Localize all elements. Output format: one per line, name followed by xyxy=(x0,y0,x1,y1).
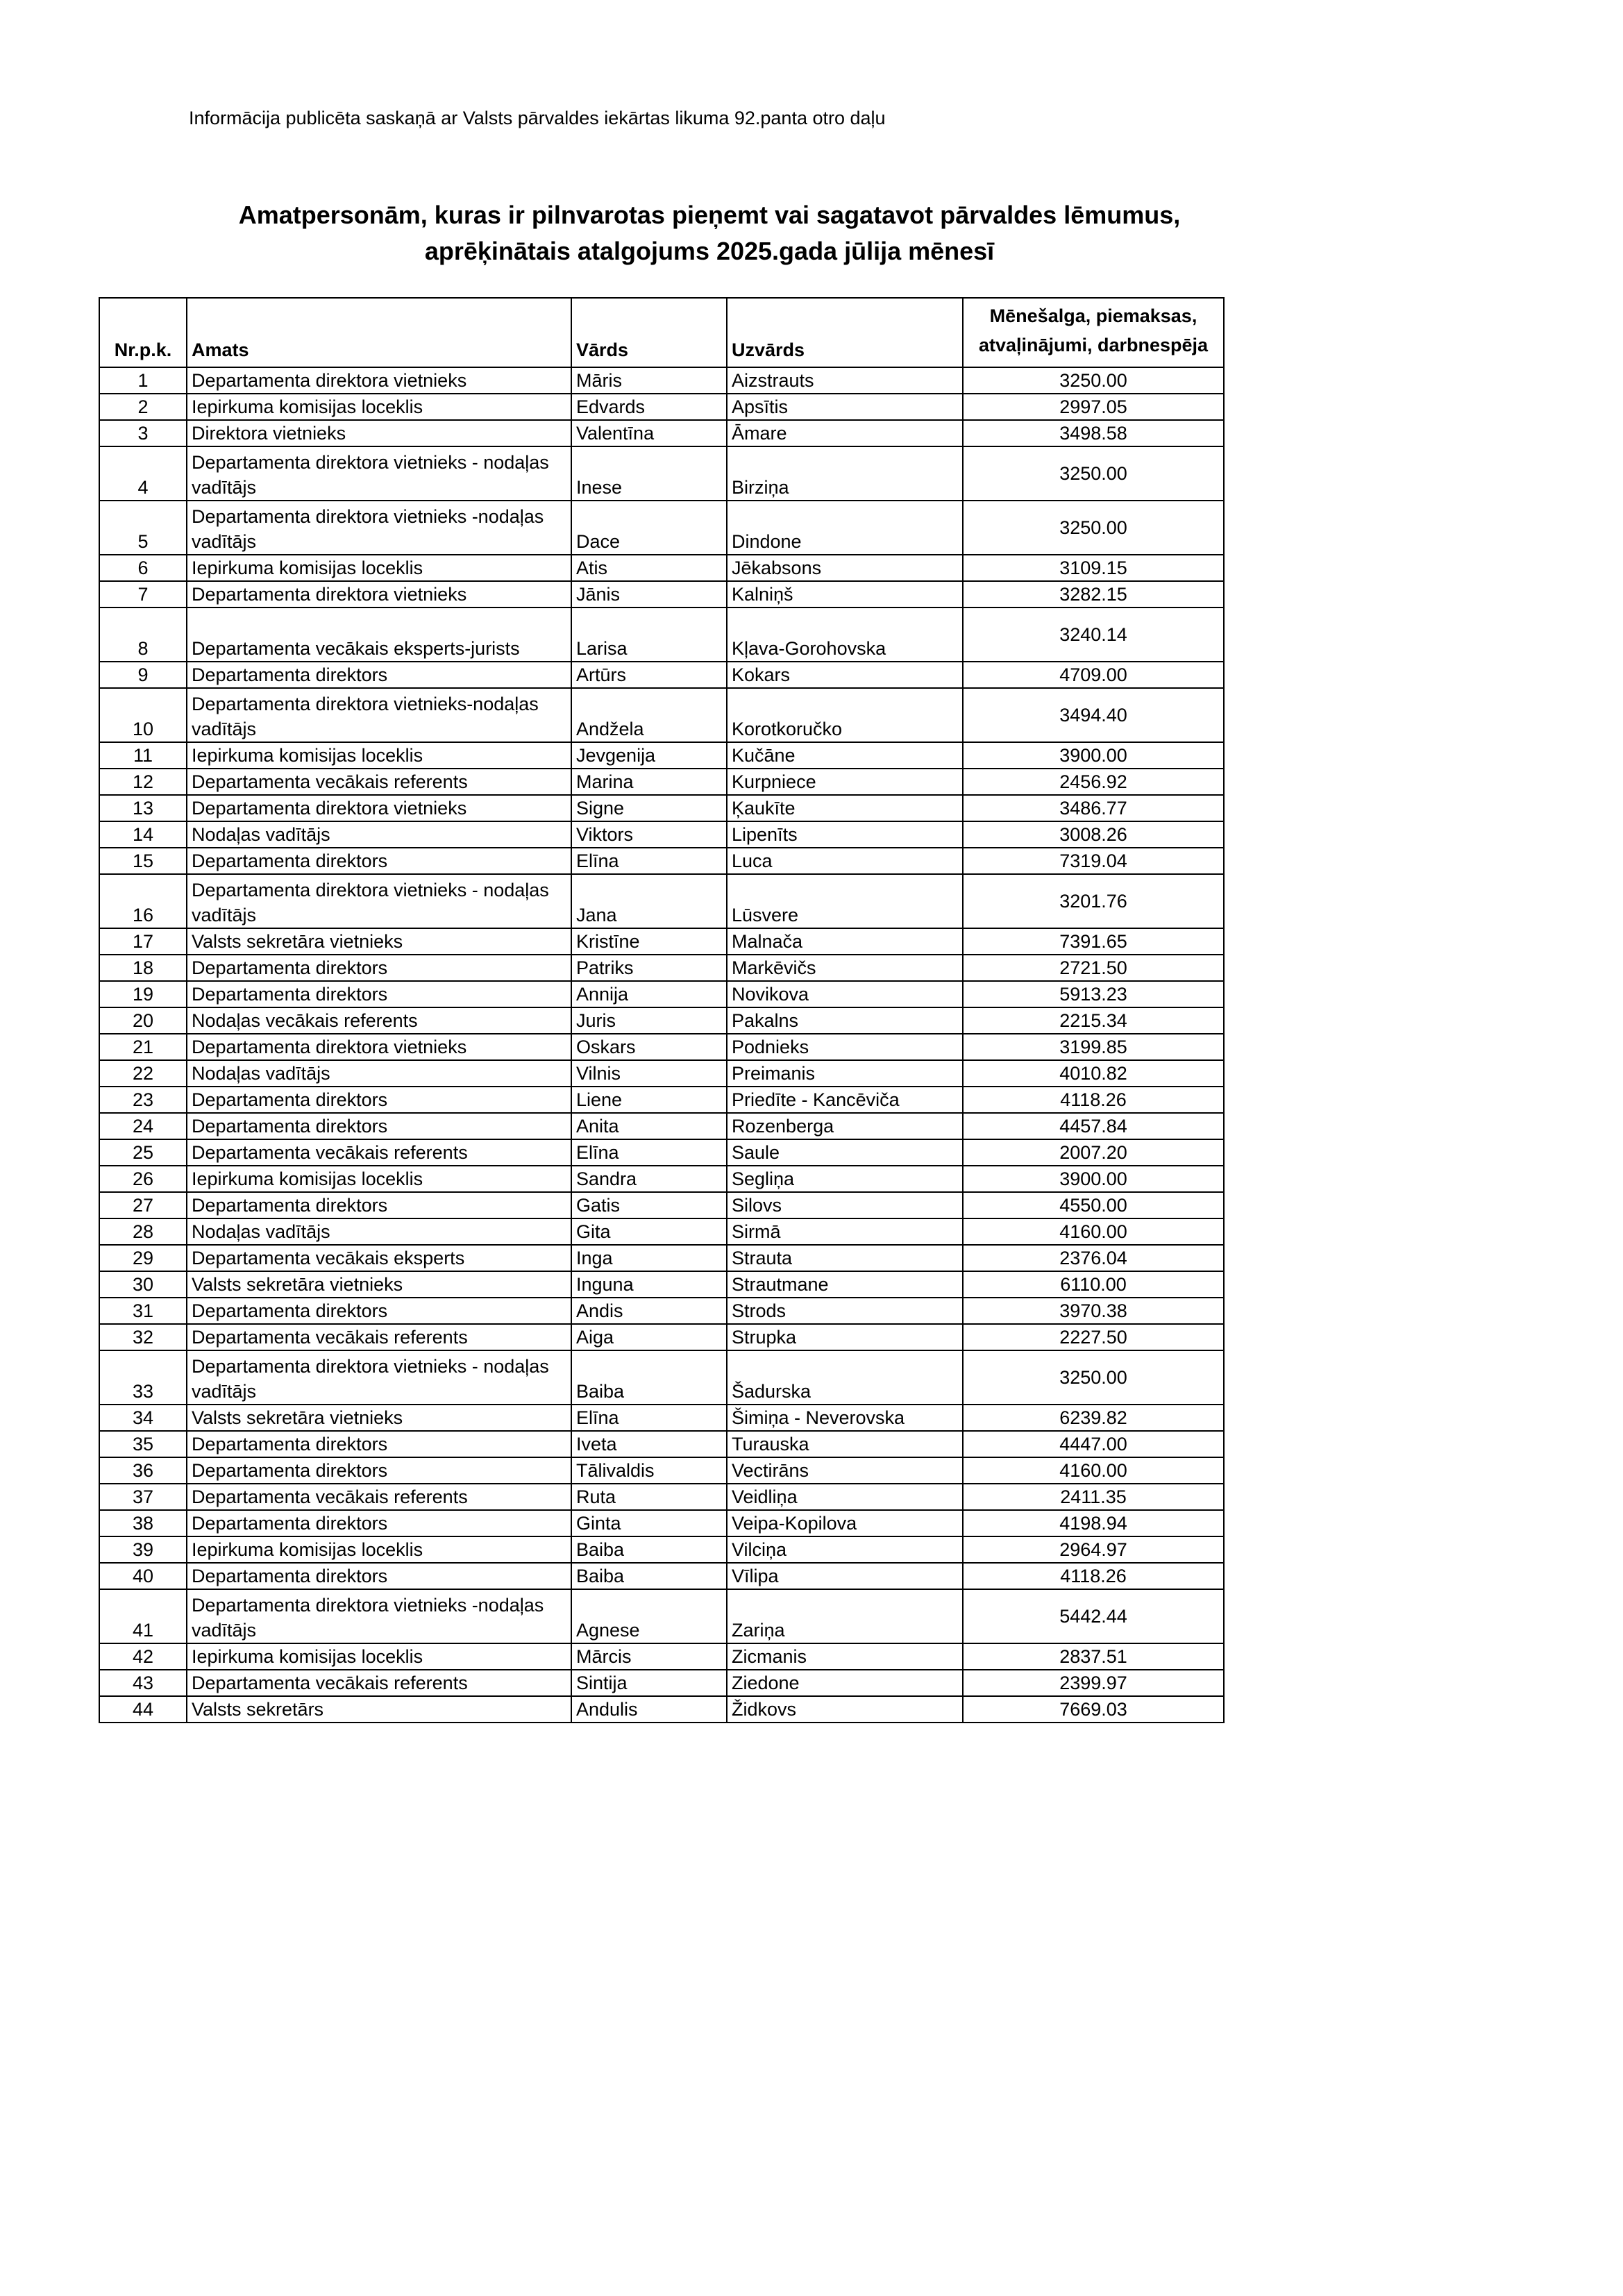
table-row xyxy=(99,1007,1224,1034)
cell-salary: 4010.82 xyxy=(963,1060,1224,1087)
cell-vards: Iveta xyxy=(571,1431,727,1457)
cell-nr: 26 xyxy=(99,1166,187,1192)
cell-uzvards: Korotkoručko xyxy=(727,688,963,742)
cell-uzvards: Kalniņš xyxy=(727,581,963,607)
cell-uzvards: Luca xyxy=(727,848,963,874)
table-row xyxy=(99,874,1224,928)
table-row xyxy=(99,1431,1224,1457)
cell-nr: 21 xyxy=(99,1034,187,1060)
cell-vards: Anita xyxy=(571,1113,727,1139)
cell-amats: Valsts sekretāra vietnieks xyxy=(187,1271,571,1298)
cell-salary: 3240.14 xyxy=(963,607,1224,662)
table-row xyxy=(99,1484,1224,1510)
cell-amats: Iepirkuma komisijas loceklis xyxy=(187,742,571,769)
cell-uzvards: Ziedone xyxy=(727,1670,963,1696)
cell-amats: Departamenta vecākais eksperts xyxy=(187,1245,571,1271)
cell-salary: 2456.92 xyxy=(963,769,1224,795)
table-row xyxy=(99,1087,1224,1113)
cell-salary: 4118.26 xyxy=(963,1087,1224,1113)
cell-amats: Iepirkuma komisijas loceklis xyxy=(187,1536,571,1563)
cell-nr: 1 xyxy=(99,367,187,394)
cell-vards: Inese xyxy=(571,446,727,501)
cell-nr: 40 xyxy=(99,1563,187,1589)
cell-vards: Liene xyxy=(571,1087,727,1113)
table-row xyxy=(99,1034,1224,1060)
table-row xyxy=(99,928,1224,955)
cell-uzvards: Saule xyxy=(727,1139,963,1166)
cell-nr: 13 xyxy=(99,795,187,821)
cell-uzvards: Veidliņa xyxy=(727,1484,963,1510)
cell-salary: 3109.15 xyxy=(963,555,1224,581)
cell-uzvards: Markēvičs xyxy=(727,955,963,981)
cell-vards: Andžela xyxy=(571,688,727,742)
cell-vards: Tālivaldis xyxy=(571,1457,727,1484)
cell-nr: 17 xyxy=(99,928,187,955)
header-nr: Nr.p.k. xyxy=(99,298,187,367)
table-row xyxy=(99,1457,1224,1484)
cell-salary: 7391.65 xyxy=(963,928,1224,955)
cell-nr: 24 xyxy=(99,1113,187,1139)
cell-uzvards: Aizstrauts xyxy=(727,367,963,394)
cell-salary: 4550.00 xyxy=(963,1192,1224,1218)
table-row xyxy=(99,662,1224,688)
table-row xyxy=(99,501,1224,555)
cell-vards: Elīna xyxy=(571,1139,727,1166)
table-row xyxy=(99,1192,1224,1218)
table-header-row xyxy=(99,298,1224,367)
cell-nr: 32 xyxy=(99,1324,187,1350)
table-row xyxy=(99,1166,1224,1192)
cell-nr: 36 xyxy=(99,1457,187,1484)
cell-uzvards: Preimanis xyxy=(727,1060,963,1087)
cell-amats: Departamenta direktors xyxy=(187,981,571,1007)
cell-nr: 41 xyxy=(99,1589,187,1643)
cell-amats: Departamenta direktors xyxy=(187,848,571,874)
cell-amats: Nodaļas vadītājs xyxy=(187,1218,571,1245)
cell-nr: 44 xyxy=(99,1696,187,1723)
cell-nr: 10 xyxy=(99,688,187,742)
cell-salary: 3282.15 xyxy=(963,581,1224,607)
table-row xyxy=(99,581,1224,607)
cell-amats: Valsts sekretāra vietnieks xyxy=(187,928,571,955)
table-row xyxy=(99,1405,1224,1431)
cell-nr: 14 xyxy=(99,821,187,848)
cell-amats: Iepirkuma komisijas loceklis xyxy=(187,1643,571,1670)
table-row xyxy=(99,1060,1224,1087)
cell-vards: Sintija xyxy=(571,1670,727,1696)
cell-uzvards: Vīlipa xyxy=(727,1563,963,1589)
cell-vards: Artūrs xyxy=(571,662,727,688)
cell-nr: 11 xyxy=(99,742,187,769)
cell-amats: Departamenta direktors xyxy=(187,1113,571,1139)
cell-amats: Departamenta direktors xyxy=(187,1510,571,1536)
cell-uzvards: Veipa-Kopilova xyxy=(727,1510,963,1536)
table-row xyxy=(99,848,1224,874)
cell-amats: Departamenta direktora vietnieks xyxy=(187,581,571,607)
cell-vards: Jānis xyxy=(571,581,727,607)
cell-vards: Larisa xyxy=(571,607,727,662)
cell-nr: 33 xyxy=(99,1350,187,1405)
cell-uzvards: Kurpniece xyxy=(727,769,963,795)
cell-uzvards: Kokars xyxy=(727,662,963,688)
cell-uzvards: Apsītis xyxy=(727,394,963,420)
cell-amats: Departamenta direktors xyxy=(187,1457,571,1484)
table-row xyxy=(99,955,1224,981)
cell-salary: 3250.00 xyxy=(963,446,1224,501)
cell-nr: 35 xyxy=(99,1431,187,1457)
cell-vards: Ginta xyxy=(571,1510,727,1536)
cell-salary: 3970.38 xyxy=(963,1298,1224,1324)
cell-nr: 6 xyxy=(99,555,187,581)
cell-uzvards: Vectirāns xyxy=(727,1457,963,1484)
cell-uzvards: Šadurska xyxy=(727,1350,963,1405)
table-row xyxy=(99,1563,1224,1589)
cell-salary: 3201.76 xyxy=(963,874,1224,928)
cell-amats: Departamenta direktors xyxy=(187,1431,571,1457)
cell-vards: Dace xyxy=(571,501,727,555)
cell-amats: Departamenta direktors xyxy=(187,955,571,981)
cell-amats: Departamenta direktora vietnieks xyxy=(187,367,571,394)
table-row xyxy=(99,446,1224,501)
table-row xyxy=(99,742,1224,769)
cell-uzvards: Āmare xyxy=(727,420,963,446)
cell-uzvards: Ķaukīte xyxy=(727,795,963,821)
cell-amats: Departamenta direktora vietnieks xyxy=(187,795,571,821)
table-row xyxy=(99,821,1224,848)
document-title xyxy=(97,197,1322,269)
cell-salary: 4457.84 xyxy=(963,1113,1224,1139)
cell-vards: Mārcis xyxy=(571,1643,727,1670)
cell-nr: 3 xyxy=(99,420,187,446)
cell-vards: Valentīna xyxy=(571,420,727,446)
cell-vards: Viktors xyxy=(571,821,727,848)
cell-amats: Departamenta direktora vietnieks - nodaļas vadītājs xyxy=(187,1350,571,1405)
table-row xyxy=(99,1218,1224,1245)
header-uzvards: Uzvārds xyxy=(727,298,963,367)
cell-nr: 37 xyxy=(99,1484,187,1510)
cell-salary: 2399.97 xyxy=(963,1670,1224,1696)
cell-vards: Annija xyxy=(571,981,727,1007)
cell-vards: Baiba xyxy=(571,1563,727,1589)
cell-vards: Baiba xyxy=(571,1536,727,1563)
cell-amats: Departamenta vecākais referents xyxy=(187,1139,571,1166)
cell-salary: 2997.05 xyxy=(963,394,1224,420)
cell-vards: Andis xyxy=(571,1298,727,1324)
cell-amats: Nodaļas vadītājs xyxy=(187,821,571,848)
cell-uzvards: Zicmanis xyxy=(727,1643,963,1670)
table-row xyxy=(99,1245,1224,1271)
cell-nr: 12 xyxy=(99,769,187,795)
cell-amats: Departamenta direktora vietnieks-nodaļas vadītājs xyxy=(187,688,571,742)
cell-salary: 3486.77 xyxy=(963,795,1224,821)
cell-nr: 4 xyxy=(99,446,187,501)
cell-vards: Agnese xyxy=(571,1589,727,1643)
cell-uzvards: Vilciņa xyxy=(727,1536,963,1563)
table-row xyxy=(99,1324,1224,1350)
cell-uzvards: Lipenīts xyxy=(727,821,963,848)
cell-nr: 25 xyxy=(99,1139,187,1166)
cell-uzvards: Židkovs xyxy=(727,1696,963,1723)
cell-vards: Marina xyxy=(571,769,727,795)
cell-uzvards: Strauta xyxy=(727,1245,963,1271)
cell-salary: 4118.26 xyxy=(963,1563,1224,1589)
table-row xyxy=(99,795,1224,821)
cell-vards: Andulis xyxy=(571,1696,727,1723)
cell-salary: 2215.34 xyxy=(963,1007,1224,1034)
table-row xyxy=(99,688,1224,742)
cell-salary: 4160.00 xyxy=(963,1457,1224,1484)
cell-nr: 15 xyxy=(99,848,187,874)
table-row xyxy=(99,1350,1224,1405)
table-row xyxy=(99,1298,1224,1324)
cell-uzvards: Dindone xyxy=(727,501,963,555)
cell-vards: Baiba xyxy=(571,1350,727,1405)
cell-salary: 3900.00 xyxy=(963,1166,1224,1192)
cell-salary: 3008.26 xyxy=(963,821,1224,848)
cell-amats: Iepirkuma komisijas loceklis xyxy=(187,555,571,581)
cell-salary: 2964.97 xyxy=(963,1536,1224,1563)
cell-vards: Inguna xyxy=(571,1271,727,1298)
cell-salary: 5913.23 xyxy=(963,981,1224,1007)
cell-uzvards: Turauska xyxy=(727,1431,963,1457)
cell-salary: 2376.04 xyxy=(963,1245,1224,1271)
cell-nr: 16 xyxy=(99,874,187,928)
cell-nr: 9 xyxy=(99,662,187,688)
cell-uzvards: Zariņa xyxy=(727,1589,963,1643)
table-row xyxy=(99,981,1224,1007)
cell-amats: Departamenta direktors xyxy=(187,1192,571,1218)
cell-salary: 3494.40 xyxy=(963,688,1224,742)
table-row xyxy=(99,1271,1224,1298)
publication-note: Informācija publicēta saskaņā ar Valsts pārvaldes iekārtas likuma 92.panta otro daļu xyxy=(189,108,886,128)
table-body xyxy=(99,367,1224,1723)
cell-salary: 3250.00 xyxy=(963,1350,1224,1405)
cell-vards: Māris xyxy=(571,367,727,394)
cell-amats: Departamenta direktora vietnieks -nodaļas vadītājs xyxy=(187,1589,571,1643)
cell-amats: Iepirkuma komisijas loceklis xyxy=(187,1166,571,1192)
cell-uzvards: Birziņa xyxy=(727,446,963,501)
cell-vards: Patriks xyxy=(571,955,727,981)
cell-vards: Inga xyxy=(571,1245,727,1271)
table-row xyxy=(99,1536,1224,1563)
cell-vards: Gita xyxy=(571,1218,727,1245)
cell-vards: Vilnis xyxy=(571,1060,727,1087)
cell-nr: 2 xyxy=(99,394,187,420)
cell-salary: 2837.51 xyxy=(963,1643,1224,1670)
cell-vards: Jana xyxy=(571,874,727,928)
table-row xyxy=(99,1589,1224,1643)
cell-amats: Departamenta direktora vietnieks -nodaļas vadītājs xyxy=(187,501,571,555)
cell-vards: Ruta xyxy=(571,1484,727,1510)
cell-uzvards: Strods xyxy=(727,1298,963,1324)
cell-amats: Direktora vietnieks xyxy=(187,420,571,446)
table-row xyxy=(99,607,1224,662)
cell-nr: 27 xyxy=(99,1192,187,1218)
cell-salary: 6110.00 xyxy=(963,1271,1224,1298)
table-row xyxy=(99,367,1224,394)
cell-amats: Nodaļas vecākais referents xyxy=(187,1007,571,1034)
title-line-1: Amatpersonām, kuras ir pilnvarotas pieņemt vai sagatavot pārvaldes lēmumus, xyxy=(238,201,1181,229)
cell-nr: 38 xyxy=(99,1510,187,1536)
cell-amats: Departamenta direktora vietnieks - nodaļas vadītājs xyxy=(187,874,571,928)
cell-amats: Departamenta direktors xyxy=(187,662,571,688)
cell-uzvards: Strautmane xyxy=(727,1271,963,1298)
cell-salary: 2007.20 xyxy=(963,1139,1224,1166)
cell-amats: Valsts sekretāra vietnieks xyxy=(187,1405,571,1431)
cell-uzvards: Lūsvere xyxy=(727,874,963,928)
table-row xyxy=(99,420,1224,446)
cell-amats: Departamenta vecākais referents xyxy=(187,769,571,795)
cell-vards: Oskars xyxy=(571,1034,727,1060)
cell-salary: 3199.85 xyxy=(963,1034,1224,1060)
cell-nr: 28 xyxy=(99,1218,187,1245)
cell-nr: 22 xyxy=(99,1060,187,1087)
cell-nr: 18 xyxy=(99,955,187,981)
cell-uzvards: Šimiņa - Neverovska xyxy=(727,1405,963,1431)
cell-salary: 5442.44 xyxy=(963,1589,1224,1643)
cell-uzvards: Podnieks xyxy=(727,1034,963,1060)
cell-vards: Elīna xyxy=(571,848,727,874)
salary-table xyxy=(99,297,1225,1723)
cell-uzvards: Malnača xyxy=(727,928,963,955)
cell-nr: 31 xyxy=(99,1298,187,1324)
cell-amats: Departamenta direktors xyxy=(187,1087,571,1113)
cell-vards: Jevgenija xyxy=(571,742,727,769)
cell-amats: Departamenta vecākais referents xyxy=(187,1484,571,1510)
cell-vards: Gatis xyxy=(571,1192,727,1218)
cell-uzvards: Kučāne xyxy=(727,742,963,769)
cell-amats: Valsts sekretārs xyxy=(187,1696,571,1723)
header-amats: Amats xyxy=(187,298,571,367)
cell-vards: Aiga xyxy=(571,1324,727,1350)
cell-salary: 3250.00 xyxy=(963,501,1224,555)
cell-salary: 6239.82 xyxy=(963,1405,1224,1431)
cell-nr: 42 xyxy=(99,1643,187,1670)
cell-salary: 7669.03 xyxy=(963,1696,1224,1723)
cell-nr: 8 xyxy=(99,607,187,662)
table-row xyxy=(99,1510,1224,1536)
cell-uzvards: Pakalns xyxy=(727,1007,963,1034)
cell-uzvards: Sirmā xyxy=(727,1218,963,1245)
cell-vards: Elīna xyxy=(571,1405,727,1431)
cell-uzvards: Segliņa xyxy=(727,1166,963,1192)
cell-salary: 4447.00 xyxy=(963,1431,1224,1457)
cell-uzvards: Rozenberga xyxy=(727,1113,963,1139)
cell-amats: Departamenta direktors xyxy=(187,1563,571,1589)
cell-uzvards: Novikova xyxy=(727,981,963,1007)
cell-amats: Iepirkuma komisijas loceklis xyxy=(187,394,571,420)
cell-salary: 7319.04 xyxy=(963,848,1224,874)
table-row xyxy=(99,1139,1224,1166)
cell-salary: 2721.50 xyxy=(963,955,1224,981)
cell-amats: Departamenta vecākais referents xyxy=(187,1670,571,1696)
cell-uzvards: Strupka xyxy=(727,1324,963,1350)
cell-nr: 39 xyxy=(99,1536,187,1563)
table-row xyxy=(99,1696,1224,1723)
cell-amats: Departamenta direktors xyxy=(187,1298,571,1324)
cell-amats: Departamenta direktora vietnieks xyxy=(187,1034,571,1060)
cell-salary: 2227.50 xyxy=(963,1324,1224,1350)
table-row xyxy=(99,1113,1224,1139)
cell-vards: Juris xyxy=(571,1007,727,1034)
cell-salary: 2411.35 xyxy=(963,1484,1224,1510)
table-row xyxy=(99,769,1224,795)
cell-salary: 3900.00 xyxy=(963,742,1224,769)
cell-amats: Departamenta direktora vietnieks - nodaļas vadītājs xyxy=(187,446,571,501)
cell-nr: 19 xyxy=(99,981,187,1007)
table-row xyxy=(99,1643,1224,1670)
cell-nr: 23 xyxy=(99,1087,187,1113)
header-vards: Vārds xyxy=(571,298,727,367)
cell-uzvards: Jēkabsons xyxy=(727,555,963,581)
header-salary: Mēnešalga, piemaksas, atvaļinājumi, darbnespēja xyxy=(963,298,1224,367)
cell-nr: 30 xyxy=(99,1271,187,1298)
cell-vards: Sandra xyxy=(571,1166,727,1192)
cell-amats: Departamenta vecākais eksperts-jurists xyxy=(187,607,571,662)
cell-uzvards: Priedīte - Kancēviča xyxy=(727,1087,963,1113)
title-line-2: aprēķinātais atalgojums 2025.gada jūlija mēnesī xyxy=(424,237,995,265)
cell-amats: Departamenta vecākais referents xyxy=(187,1324,571,1350)
cell-vards: Atis xyxy=(571,555,727,581)
cell-salary: 3498.58 xyxy=(963,420,1224,446)
cell-nr: 34 xyxy=(99,1405,187,1431)
cell-amats: Nodaļas vadītājs xyxy=(187,1060,571,1087)
cell-vards: Signe xyxy=(571,795,727,821)
cell-salary: 4198.94 xyxy=(963,1510,1224,1536)
cell-vards: Edvards xyxy=(571,394,727,420)
cell-uzvards: Silovs xyxy=(727,1192,963,1218)
cell-nr: 43 xyxy=(99,1670,187,1696)
cell-salary: 4160.00 xyxy=(963,1218,1224,1245)
table-row xyxy=(99,1670,1224,1696)
cell-nr: 29 xyxy=(99,1245,187,1271)
cell-nr: 5 xyxy=(99,501,187,555)
table-row xyxy=(99,555,1224,581)
table-row xyxy=(99,394,1224,420)
cell-vards: Kristīne xyxy=(571,928,727,955)
cell-uzvards: Kļava-Gorohovska xyxy=(727,607,963,662)
cell-nr: 7 xyxy=(99,581,187,607)
cell-nr: 20 xyxy=(99,1007,187,1034)
cell-salary: 4709.00 xyxy=(963,662,1224,688)
cell-salary: 3250.00 xyxy=(963,367,1224,394)
